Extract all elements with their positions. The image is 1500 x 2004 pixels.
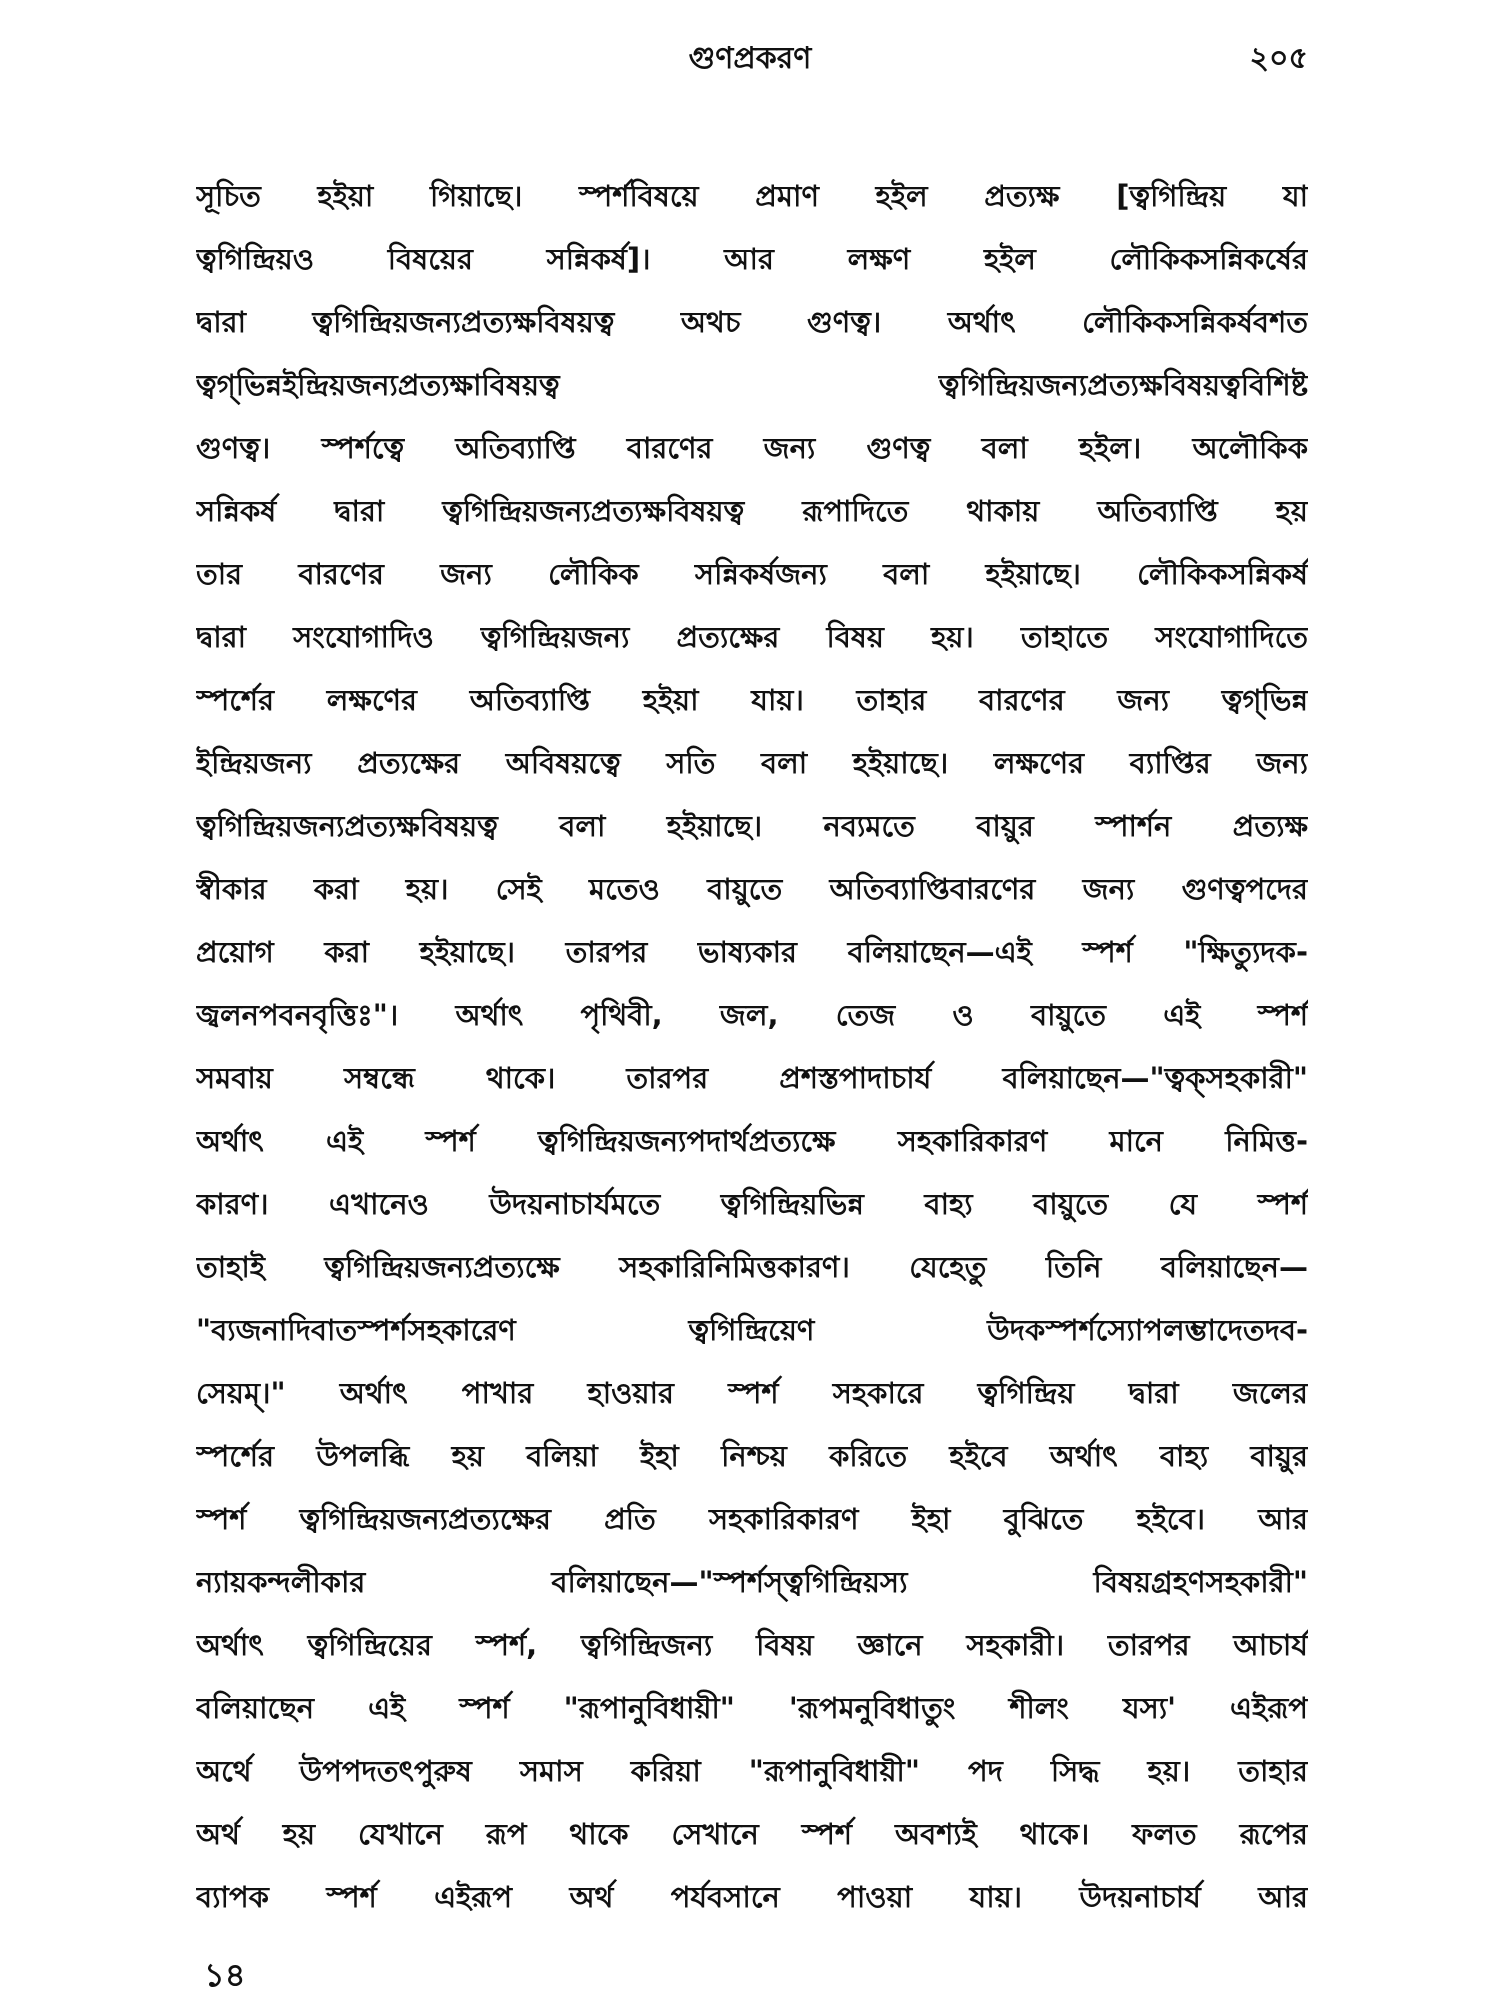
text-line: তাহাই ত্বগিন্দ্রিয়জন্যপ্রত্যক্ষে সহকারিনিমিত্তকারণ। যেহেতু তিনি বলিয়াছেন— bbox=[196, 1250, 1308, 1284]
text-line: অর্থাৎ ত্বগিন্দ্রিয়ের স্পর্শ, ত্বগিন্দ্রিজন্য বিষয় জ্ঞানে সহকারী। তারপর আচার্য bbox=[196, 1628, 1308, 1662]
text-line: বলিয়াছেন এই স্পর্শ "রূপানুবিধায়ী" 'রূপমনুবিধাতুং শীলং যস্য' এইরূপ bbox=[196, 1691, 1308, 1725]
text-line: সন্নিকর্ষ দ্বারা ত্বগিন্দ্রিয়জন্যপ্রত্যক্ষবিষয়ত্ব রূপাদিতে থাকায় অতিব্যাপ্তি হয় bbox=[196, 494, 1308, 528]
text-line: ত্বগিন্দ্রিয়ও বিষয়ের সন্নিকর্ষ]। আর লক্ষণ হইল লৌকিকসন্নিকর্ষের bbox=[196, 242, 1308, 276]
text-line: সেয়ম্‌।" অর্থাৎ পাখার হাওয়ার স্পর্শ সহকারে ত্বগিন্দ্রিয় দ্বারা জলের bbox=[196, 1376, 1308, 1410]
page-number: ২০৫ bbox=[1249, 41, 1308, 76]
text-line: গুণত্ব। স্পর্শত্বে অতিব্যাপ্তি বারণের জন্য গুণত্ব বলা হইল। অলৌকিক bbox=[196, 431, 1308, 465]
text-line: অর্থাৎ এই স্পর্শ ত্বগিন্দ্রিয়জন্যপদার্থপ্রত্যক্ষে সহকারিকারণ মানে নিমিত্ত- bbox=[196, 1124, 1308, 1158]
text-line: স্পর্শের উপলব্ধি হয় বলিয়া ইহা নিশ্চয় করিতে হইবে অর্থাৎ বাহ্য বায়ুর bbox=[196, 1439, 1308, 1473]
text-line: তার বারণের জন্য লৌকিক সন্নিকর্ষজন্য বলা হইয়াছে। লৌকিকসন্নিকর্ষ bbox=[196, 557, 1308, 591]
text-line: দ্বারা সংযোগাদিও ত্বগিন্দ্রিয়জন্য প্রত্যক্ষের বিষয় হয়। তাহাতে সংযোগাদিতে bbox=[196, 620, 1308, 654]
running-header-title: গুণপ্রকরণ bbox=[688, 41, 812, 76]
text-line: অর্থে উপপদতৎপুরুষ সমাস করিয়া "রূপানুবিধায়ী" পদ সিদ্ধ হয়। তাহার bbox=[196, 1754, 1308, 1788]
text-line: সূচিত হইয়া গিয়াছে। স্পর্শবিষয়ে প্রমাণ হইল প্রত্যক্ষ [ত্বগিন্দ্রিয় যা bbox=[196, 179, 1308, 213]
text-line: ব্যাপক স্পর্শ এইরূপ অর্থ পর্যবসানে পাওয়া যায়। উদয়নাচার্য আর bbox=[196, 1880, 1308, 1914]
text-line: স্পর্শের লক্ষণের অতিব্যাপ্তি হইয়া যায়। তাহার বারণের জন্য ত্বগ্‌ভিন্ন bbox=[196, 683, 1308, 717]
text-line: "ব্যজনাদিবাতস্পর্শসহকারেণ ত্বগিন্দ্রিয়েণ উদকস্পর্শস্যোপলম্ভাদেতদব- bbox=[196, 1313, 1308, 1347]
text-line: ইন্দ্রিয়জন্য প্রত্যক্ষের অবিষয়ত্বে সতি বলা হইয়াছে। লক্ষণের ব্যাপ্তির জন্য bbox=[196, 746, 1308, 780]
text-line: ত্বগ্‌ভিন্নইন্দ্রিয়জন্যপ্রত্যক্ষাবিষয়ত্ব ত্বগিন্দ্রিয়জন্যপ্রত্যক্ষবিষয়ত্ববিশিষ্ট bbox=[196, 368, 1308, 402]
text-line: সমবায় সম্বন্ধে থাকে। তারপর প্রশস্তপাদাচার্য বলিয়াছেন—"ত্বক্‌সহকারী" bbox=[196, 1061, 1308, 1095]
text-line: স্পর্শ ত্বগিন্দ্রিয়জন্যপ্রত্যক্ষের প্রতি সহকারিকারণ ইহা বুঝিতে হইবে। আর bbox=[196, 1502, 1308, 1536]
text-line: স্বীকার করা হয়। সেই মতেও বায়ুতে অতিব্যাপ্তিবারণের জন্য গুণত্বপদের bbox=[196, 872, 1308, 906]
text-line: ত্বগিন্দ্রিয়জন্যপ্রত্যক্ষবিষয়ত্ব বলা হইয়াছে। নব্যমতে বায়ুর স্পার্শন প্রত্যক্ষ bbox=[196, 809, 1308, 843]
footer-signature-mark: ১৪ bbox=[204, 1956, 246, 1994]
text-line: ন্যায়কন্দলীকার বলিয়াছেন—"স্পর্শস্ত্বগিন্দ্রিয়স্য বিষয়গ্রহণসহকারী" bbox=[196, 1565, 1308, 1599]
text-line: জ্বলনপবনবৃত্তিঃ"। অর্থাৎ পৃথিবী, জল, তেজ ও বায়ুতে এই স্পর্শ bbox=[196, 998, 1308, 1032]
text-line: অর্থ হয় যেখানে রূপ থাকে সেখানে স্পর্শ অবশ্যই থাকে। ফলত রূপের bbox=[196, 1817, 1308, 1851]
text-line: কারণ। এখানেও উদয়নাচার্যমতে ত্বগিন্দ্রিয়ভিন্ন বাহ্য বায়ুতে যে স্পর্শ bbox=[196, 1187, 1308, 1221]
body-text bbox=[196, 170, 1308, 1934]
text-line: দ্বারা ত্বগিন্দ্রিয়জন্যপ্রত্যক্ষবিষয়ত্ব অথচ গুণত্ব। অর্থাৎ লৌকিকসন্নিকর্ষবশত bbox=[196, 305, 1308, 339]
text-line: প্রয়োগ করা হইয়াছে। তারপর ভাষ্যকার বলিয়াছেন—এই স্পর্শ "ক্ষিত্যুদক- bbox=[196, 935, 1308, 969]
